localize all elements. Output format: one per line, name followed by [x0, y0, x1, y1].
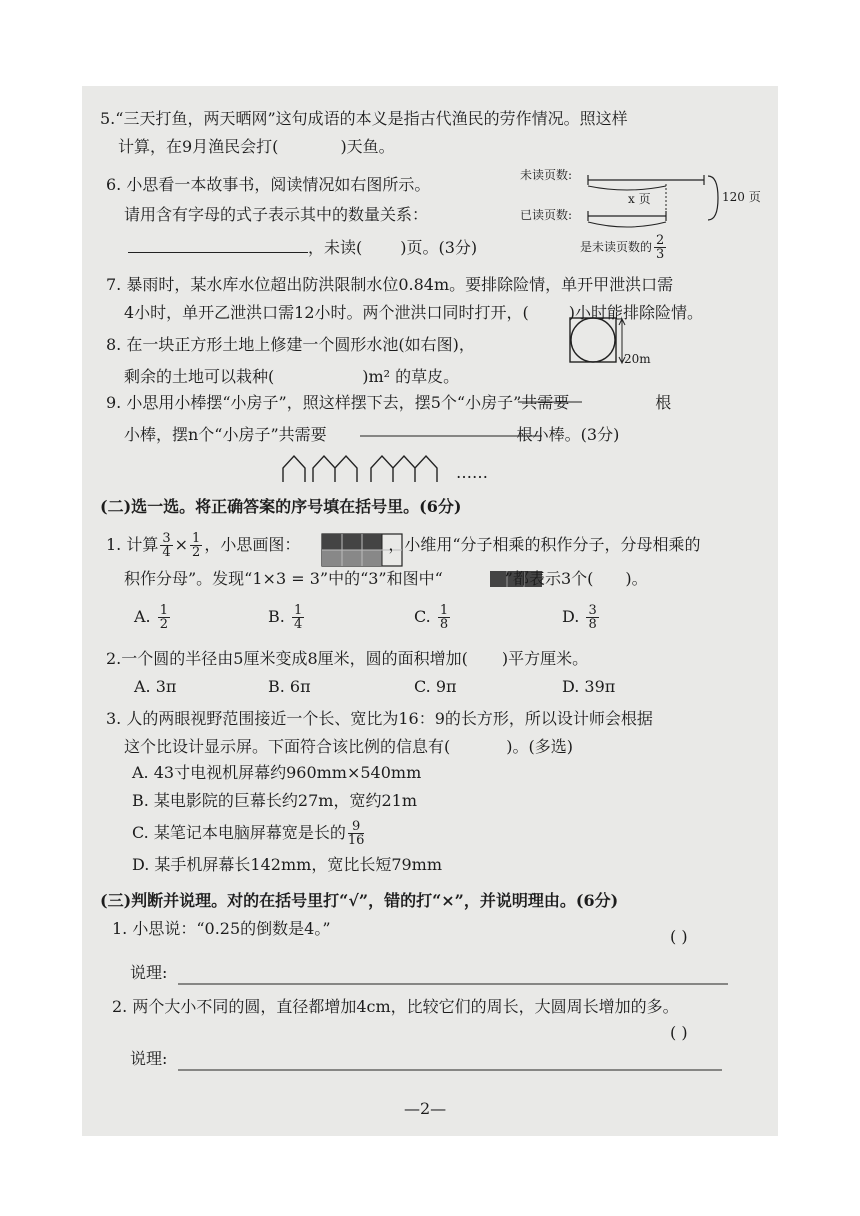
c1-option-b[interactable]: B. $\frac{1}{4}$ [268, 603, 303, 632]
section2-title: (二)选一选。将正确答案的序号填在括号里。(6分) [100, 497, 462, 516]
page-number: —2— [404, 1099, 447, 1118]
j1-explain-label: 说理: [130, 963, 168, 982]
j2-explain-label: 说理: [130, 1049, 168, 1068]
total-brace [708, 176, 718, 220]
q8-line1: 8. 在一块正方形土地上修建一个圆形水池(如右图)， [106, 335, 475, 354]
c2-option-b[interactable]: B. 6π [268, 677, 311, 696]
c3-option-d[interactable]: D. 某手机屏幕长142mm，宽比长短79mm [132, 855, 443, 874]
c1-option-a[interactable]: A. $\frac{1}{2}$ [134, 603, 169, 632]
c3-option-c[interactable]: C. 某笔记本电脑屏幕宽是长的 $\frac{9}{16}$ [132, 819, 365, 848]
circle-pool [571, 318, 615, 362]
c2-option-d[interactable]: D. 39π [562, 677, 616, 696]
c1-line1: 1. 计算 $\frac{3}{4}$ × $\frac{1}{2}$ ，小思画图： ，小维用“分子相乘的积作分子，分母相乘的 [106, 531, 701, 560]
q5-line1: 5.“三天打鱼，两天晒网”这句成语的本义是指古代渔民的劳作情况。照这样 [100, 109, 628, 128]
q7-line1: 7. 暴雨时，某水库水位超出防洪限制水位0.84m。要排除险情，单开甲泄洪口需 [106, 275, 674, 294]
exam-paper [82, 86, 778, 1136]
q8-dimension: 20m [624, 352, 651, 366]
q6-x-label: x 页 [628, 192, 651, 206]
j2-answer-paren[interactable]: ( ) [670, 1023, 688, 1042]
c1-option-d[interactable]: D. $\frac{3}{8}$ [562, 603, 597, 632]
q6-line1: 6. 小思看一本故事书，阅读情况如右图所示。 [106, 175, 431, 194]
q6-total-label: 120 页 [722, 190, 761, 204]
q6-note: 是未读页数的 $\frac{2}{3}$ [580, 233, 665, 262]
section3-title: (三)判断并说理。对的在括号里打“√”，错的打“×”，并说明理由。(6分) [100, 891, 619, 910]
c3-option-b[interactable]: B. 某电影院的巨幕长约27m，宽约21m [132, 791, 417, 810]
q6-read-label: 已读页数: [520, 208, 573, 222]
q7-line2: 4小时，单开乙泄洪口需12小时。两个泄洪口同时打开，( )小时能排除险情。 [124, 303, 704, 322]
q6-line2: 请用含有字母的式子表示其中的数量关系： [124, 205, 429, 224]
q9-ellipsis: …… [456, 463, 488, 482]
c3-line2: 这个比设计显示屏。下面符合该比例的信息有( )。(多选) [124, 737, 573, 756]
c1-line2: 积作分母”。发现“1×3 = 3”中的“3”和图中“ ”都表示3个( )。 [124, 569, 648, 588]
j1-answer-paren[interactable]: ( ) [670, 927, 688, 946]
c2-line1: 2.一个圆的半径由5厘米变成8厘米，圆的面积增加( )平方厘米。 [106, 649, 589, 668]
q5-line2: 计算，在9月渔民会打( )天鱼。 [118, 137, 395, 156]
q6-unread-label: 未读页数: [520, 168, 573, 182]
small-houses [283, 456, 437, 482]
j1-statement: 1. 小思说：“0.25的倒数是4。” [112, 919, 331, 938]
c2-option-a[interactable]: A. 3π [134, 677, 177, 696]
q8-line2: 剩余的土地可以栽种( )m² 的草皮。 [124, 367, 460, 386]
q9-line1: 9. 小思用小棒摆“小房子”，照这样摆下去，摆5个“小房子”共需要 根 [106, 393, 672, 412]
q6-line3: ，未读( )页。(3分) [128, 236, 477, 259]
c3-line1: 3. 人的两眼视野范围接近一个长、宽比为16：9的长方形，所以设计师会根据 [106, 709, 653, 728]
c3-option-a[interactable]: A. 43寸电视机屏幕约960mm×540mm [132, 763, 422, 782]
c1-option-c[interactable]: C. $\frac{1}{8}$ [414, 603, 449, 632]
j2-statement: 2. 两个大小不同的圆，直径都增加4cm，比较它们的周长，大圆周长增加的多。 [112, 997, 679, 1016]
c2-option-c[interactable]: C. 9π [414, 677, 457, 696]
q9-line2: 小棒，摆n个“小房子”共需要 根小棒。(3分) [124, 425, 620, 444]
